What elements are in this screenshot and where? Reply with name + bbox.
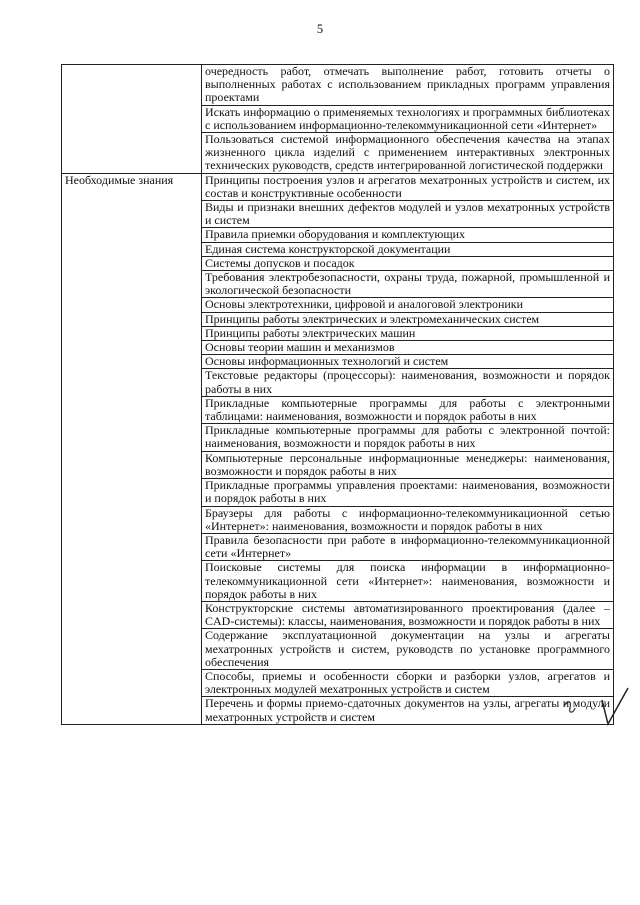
table-item-cell: Правила приемки оборудования и комплектующих [202,228,614,242]
table-item-cell: Основы электротехники, цифровой и аналоговой электроники [202,298,614,312]
table-item-cell: Основы информационных технологий и систем [202,355,614,369]
table-item-cell: Системы допусков и посадок [202,256,614,270]
table-label-cell [62,65,202,174]
table-item-cell: Компьютерные персональные информационные менеджеры: наименования, возможности и порядок работы в них [202,451,614,478]
table-item-cell: очередность работ, отмечать выполнение работ, готовить отчеты о выполненных работах с использованием прикладных программ управления проектами [202,65,614,106]
table-item-cell: Перечень и формы приемо-сдаточных документов на узлы, агрегаты и модули мехатронных устройств и систем [202,697,614,724]
table-item-cell: Основы теории машин и механизмов [202,341,614,355]
table-item-cell: Правила безопасности при работе в информационно-телекоммуникационной сети «Интернет» [202,533,614,560]
table-item-cell: Способы, приемы и особенности сборки и разборки узлов, агрегатов и электронных модулей мехатронных устройств и систем [202,669,614,696]
table-item-cell: Содержание эксплуатационной документации на узлы и агрегаты мехатронных устройств и систем, руководств по установке программного обеспечения [202,629,614,670]
knowledge-table [61,64,614,725]
table-item-cell: Текстовые редакторы (процессоры): наименования, возможности и порядок работы в них [202,369,614,396]
table-item-cell: Искать информацию о применяемых технологиях и программных библиотеках с использованием информационно-телекоммуникационной сети «Интернет» [202,105,614,132]
table-item-cell: Пользоваться системой информационного обеспечения качества на этапах жизненного цикла изделий с применением интерактивных электронных технических руководств, средств интегрированной логистической поддержки [202,133,614,174]
table-item-cell: Конструкторские системы автоматизированного проектирования (далее – CAD-системы): классы, наименования, возможности и порядок работы в них [202,601,614,628]
table-item-cell: Прикладные компьютерные программы для работы с электронными таблицами: наименования, возможности и порядок работы в них [202,396,614,423]
table-label-cell: Необходимые знания [62,173,202,724]
table-item-cell: Единая система конструкторской документации [202,242,614,256]
table-item-cell: Поисковые системы для поиска информации в информационно-телекоммуникационной сети «Интернет»: наименования, возможности и порядок работы в них [202,561,614,602]
handwritten-check-mark [558,686,634,728]
knowledge-row [62,173,614,200]
table-item-cell: Браузеры для работы с информационно-телекоммуникационной сетью «Интернет»: наименования, возможности и порядок работы в них [202,506,614,533]
table-item-cell: Виды и признаки внешних дефектов модулей и узлов мехатронных устройств и систем [202,201,614,228]
skill-row [62,65,614,106]
table-item-cell: Требования электробезопасности, охраны труда, пожарной, промышленной и экологической безопасности [202,271,614,298]
page-number: 5 [316,22,324,36]
table-item-cell: Принципы работы электрических и электромеханических систем [202,312,614,326]
table-item-cell: Принципы построения узлов и агрегатов мехатронных устройств и систем, их состав и конструктивные особенности [202,173,614,200]
table-item-cell: Принципы работы электрических машин [202,326,614,340]
table-item-cell: Прикладные программы управления проектами: наименования, возможности и порядок работы в них [202,479,614,506]
table-item-cell: Прикладные компьютерные программы для работы с электронной почтой: наименования, возможности и порядок работы в них [202,424,614,451]
